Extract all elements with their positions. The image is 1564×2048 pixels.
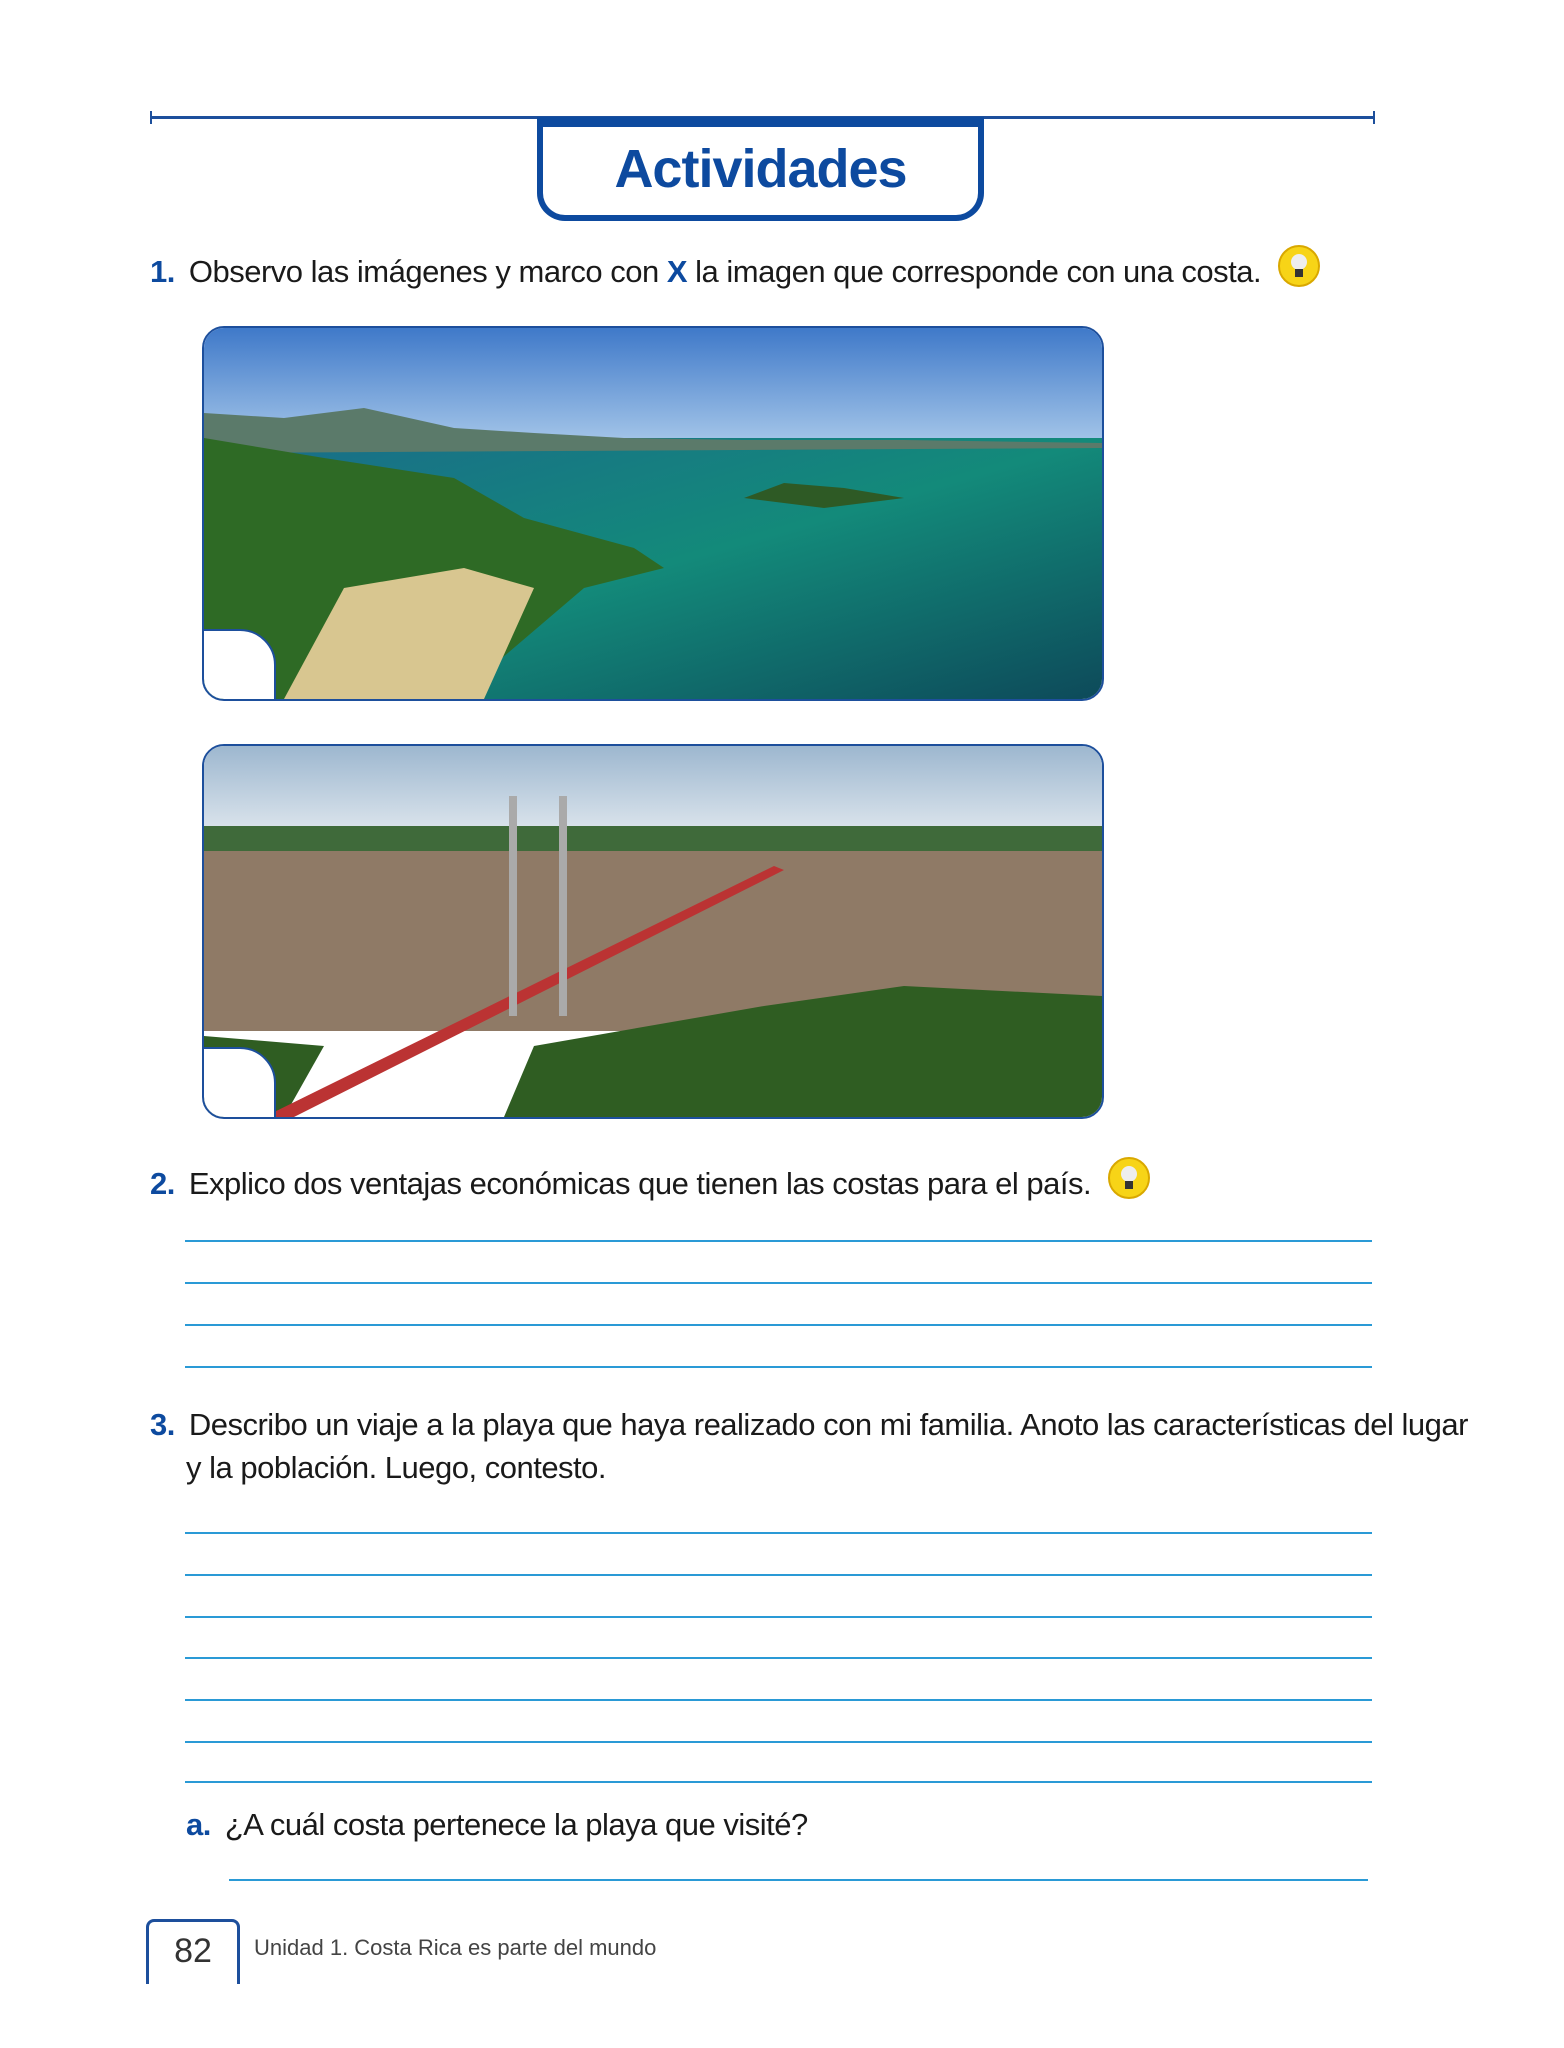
coast-photo [202,326,1104,701]
question-number: 1. [150,254,175,289]
answer-line[interactable] [185,1282,1372,1284]
page-number: 82 [146,1919,240,1984]
title-tab [537,117,984,221]
question-text: Observo las imágenes y marco con [188,254,667,289]
question-text-continued: y la población. Luego, contesto. [186,1450,607,1485]
question-text: Describo un viaje a la playa que haya realizado con mi familia. Anoto las características del lugar [188,1407,1468,1442]
question-number: 2. [150,1166,175,1201]
page-title: Actividades [614,139,907,199]
x-mark-label: X [666,254,688,289]
answer-line[interactable] [229,1879,1368,1881]
answer-line[interactable] [185,1741,1372,1743]
answer-line[interactable] [185,1366,1372,1368]
answer-checkbox[interactable] [202,1047,276,1119]
subquestion-text: ¿A cuál costa pertenece la playa que visité? [224,1807,808,1842]
subquestion-a [186,1804,808,1846]
lightbulb-icon [1277,244,1321,288]
question-number: 3. [150,1407,175,1442]
question-text: Explico dos ventajas económicas que tienen las costas para el país. [188,1166,1092,1201]
answer-line[interactable] [185,1699,1372,1701]
answer-checkbox[interactable] [202,629,276,701]
answer-line[interactable] [185,1324,1372,1326]
answer-line[interactable] [185,1657,1372,1659]
subquestion-letter: a. [186,1807,211,1842]
question-1 [150,244,1321,293]
question-3 [150,1404,1468,1446]
question-text: la imagen que corresponde con una costa. [687,254,1262,289]
answer-line[interactable] [185,1616,1372,1618]
lightbulb-icon [1107,1156,1151,1200]
answer-line[interactable] [185,1781,1372,1783]
answer-line[interactable] [185,1574,1372,1576]
answer-line[interactable] [185,1532,1372,1534]
question-2 [150,1156,1151,1205]
answer-line[interactable] [185,1240,1372,1242]
unit-label: Unidad 1. Costa Rica es parte del mundo [254,1935,657,1960]
bridge-photo [202,744,1104,1119]
